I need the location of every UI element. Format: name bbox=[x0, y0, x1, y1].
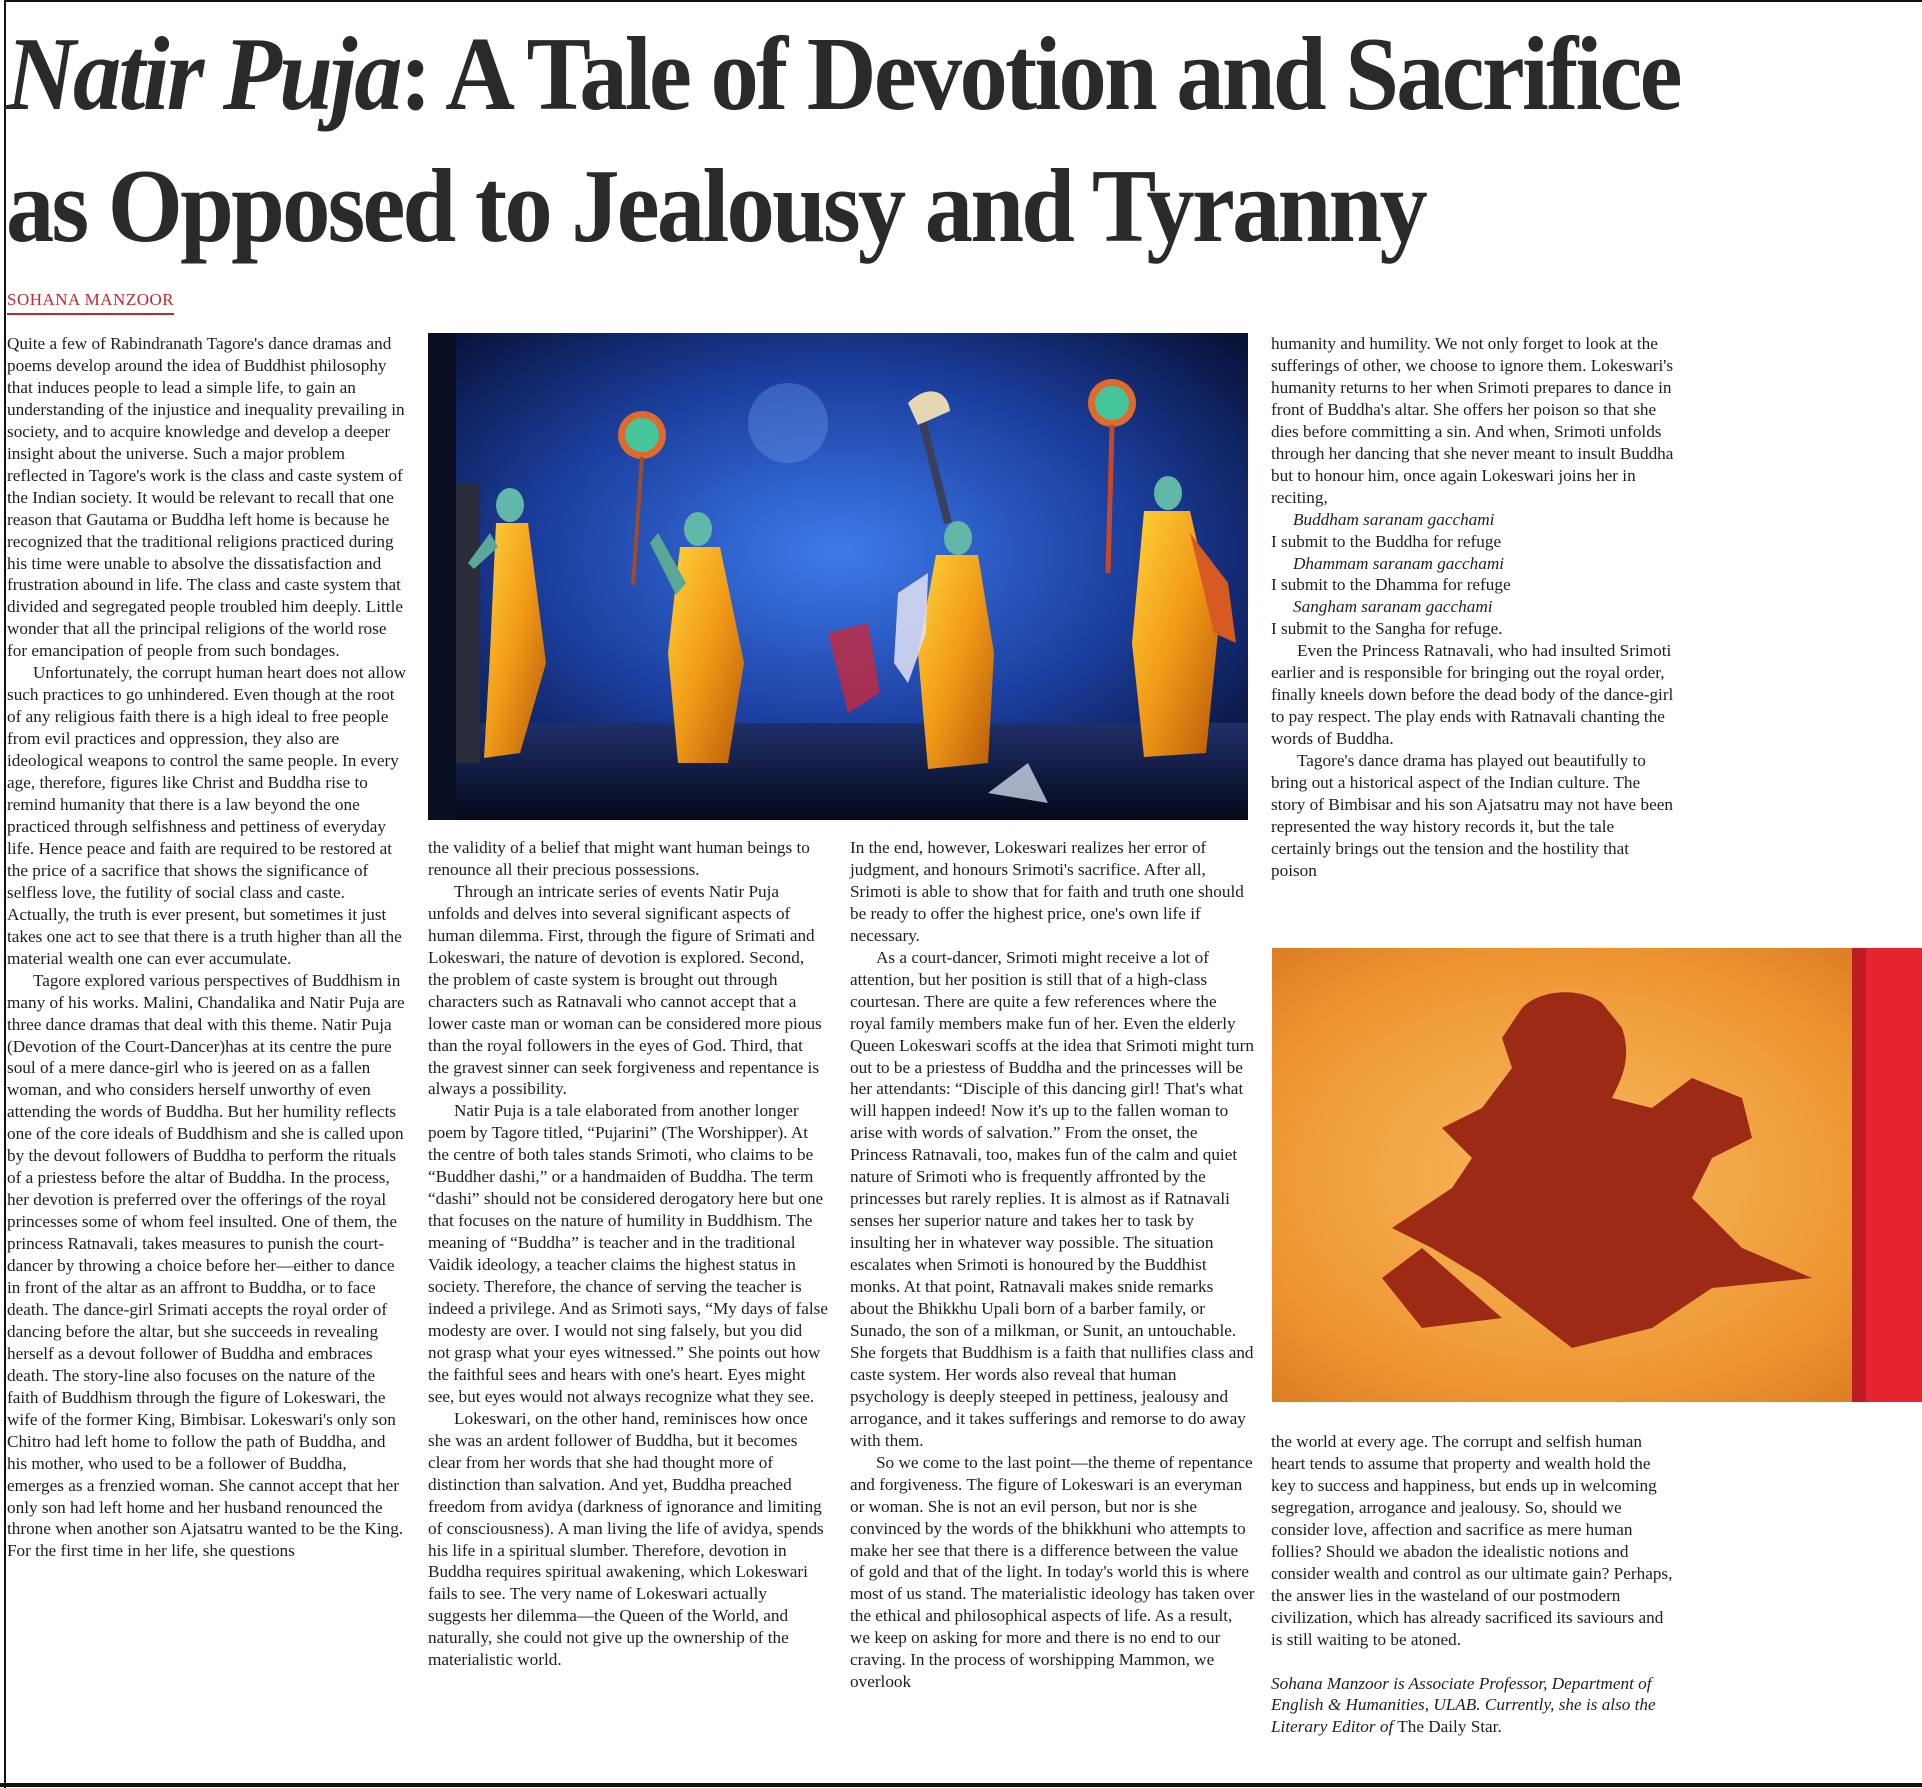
paragraph: Even the Princess Ratnavali, who had insulted Srimoti earlier and is responsible for bringing out the royal order, finally kneels down before the dead body of the dance-girl to pay respect. The play ends with Ratnavali chanting the words of Buddha. bbox=[1271, 641, 1674, 749]
paragraph: Tagore explored various perspectives of Buddhism in many of his works. Malini, Chandalika and Natir Puja are three dance dramas that deal with this theme. Natir Puja (Devotion of the Court-Dancer)has at its centre the pure soul of a mere dance-girl who is jeered on as a fallen woman, and who considers herself unworthy of even attending the words of Buddha. But her humility reflects one of the core ideals of Buddhism and she is called upon by the devout followers of Buddha to perform the rituals of a priestess before the altar of Buddha. In the process, her devotion is preferred over the offerings of the royal princesses some of whom feel insulted. One of them, the princess Ratnavali, takes measures to punish the court-dancer by throwing a choice before her—either to dance in front of the altar as an affront to Buddha, or to face death. The dance-girl Srimati accepts the royal order of dancing before the altar, but she succeeds in revealing herself as a devout follower of Buddha and embraces death. The story-line also focuses on the nature of the faith of Buddhism through the figure of Lokeswari, the wife of the former King, Bimbisar. Lokeswari's only son Chitro had left home to follow the path of Buddha, and his mother, who used to be a follower of Buddha, emerges as a frenzied woman. She cannot accept that her only son had left home and her husband renounced the throne when another son Ajatsatru wanted to be the King. For the first time in her life, she questions bbox=[7, 970, 405, 1561]
author-bio bbox=[1271, 1673, 1676, 1739]
verse-english: I submit to the Buddha for refuge bbox=[1271, 531, 1502, 551]
article-column-2 bbox=[428, 837, 828, 1671]
paragraph: In the end, however, Lokeswari realizes her error of judgment, and honours Srimoti's sacrifice. After all, Srimoti is able to show that for faith and truth one should be ready to offer the highest price, one's own life if necessary. bbox=[850, 838, 1244, 945]
author-bio-text: Sohana Manzoor is Associate Professor, Department of English & Humanities, ULAB. Currently, she is also the Literary Editor of bbox=[1271, 1673, 1656, 1737]
paragraph: humanity and humility. We not only forget to look at the sufferings of other, we choose to ignore them. Lokeswari's humanity returns to her when Srimoti prepares to dance in front of Buddha's altar. She offers her poison so that she dies before committing a sin. And when, Srimoti unfolds through her dancing that she never meant to insult Buddha but to honour him, once again Lokeswari joins her in reciting, bbox=[1271, 334, 1674, 507]
dance-photo-graphic bbox=[428, 333, 1248, 820]
paragraph: So we come to the last point—the theme of repentance and forgiveness. The figure of Lokeswari is an everyman or woman. She is not an evil person, but nor is she convinced by the words of the bhikkhuni who attempts to make her see that there is a difference between the value of gold and that of the light. In today's world this is where most of us stand. The materialistic ideology has taken over the ethical and philosophical aspects of life. As a result, we keep on asking for more and there is no end to our craving. In the process of worshipping Mammon, we overlook bbox=[850, 1452, 1255, 1692]
paragraph: the validity of a belief that might want human beings to renounce all their precious possessions. bbox=[428, 838, 810, 879]
article-column-1 bbox=[7, 333, 407, 1562]
author-byline: SOHANA MANZOOR bbox=[7, 290, 174, 315]
article-column-4-continued bbox=[1271, 1431, 1676, 1738]
paragraph: As a court-dancer, Srimoti might receive a lot of attention, but her position is still that of a high-class courtesan. There are quite a few references where the royal family members make fun of her. Even the elderly Queen Lokeswari scoffs at the idea that Srimoti might turn out to be a priestess of Buddha and the princesses will be her attendants: “Disciple of this dancing girl! That's what will happen indeed! Now it's up to the fallen woman to arise with words of salvation.” From the onset, the Princess Ratnavali, too, makes fun of the calm and quiet nature of Srimoti who is frequently affronted by the princesses but rarely replies. It is almost as if Ratnavali senses her superior nature and takes her to task by insulting her in whatever way possible. The situation escalates when Srimoti is honoured by the Buddhist monks. At that point, Ratnavali makes snide remarks about the Bhikkhu Upali born of a barber family, or Sunado, the son of a milkman, or Sunit, an untouchable. She forgets that Buddhism is a faith that nullifies class and caste system. Her words also reveal that human psychology is deeply steeped in pettiness, jealousy and arrogance, and it takes sufferings and remorse to do away with them. bbox=[850, 947, 1254, 1450]
article-headline bbox=[6, 8, 1754, 272]
paragraph: Quite a few of Rabindranath Tagore's dance dramas and poems develop around the idea of Buddhist philosophy that induces people to lead a simple life, to gain an understanding of the injustice and inequality prevailing in society, and to acquire knowledge and develop a deeper insight about the universe. Such a major problem reflected in Tagore's work is the class and caste system of the Indian society. It would be relevant to recall that one reason that Gautama or Buddha left home is because he recognized that the traditional religions practiced during his time were unable to absolve the dissatisfaction and frustration abound in life. The class and caste system that divided and segregated people troubled him deeply. Little wonder that all the principal religions of the world rose for emancipation of people from such bondages. bbox=[7, 334, 405, 661]
silhouette-graphic bbox=[1272, 948, 1922, 1402]
paragraph: Through an intricate series of events Natir Puja unfolds and delves into several significant aspects of human dilemma. First, through the figure of Srimati and Lokeswari, the nature of devotion is explored. Second, the problem of caste system is brought out through characters such as Ratnavali who cannot accept that a lower caste man or woman can be considered more pious than the royal followers in the eyes of God. Third, that the gravest sinner can seek forgiveness and repentance is always a possibility. bbox=[428, 881, 822, 1099]
dance-performance-photo bbox=[428, 333, 1248, 820]
verse-english: I submit to the Sangha for refuge. bbox=[1271, 619, 1503, 639]
verse-pali: Dhammam saranam gacchami bbox=[1293, 553, 1505, 573]
dancer-silhouette-photo bbox=[1272, 948, 1922, 1402]
page-border-bottom bbox=[0, 1783, 1922, 1787]
headline-rest: : A Tale of Devotion and Sacrifice as Opposed to Jealousy and Tyranny bbox=[6, 15, 1680, 264]
paragraph: Tagore's dance drama has played out beautifully to bring out a historical aspect of the Indian culture. The story of Bimbisar and his son Ajatsatru may not have been represented the way history records it, but the tale certainly brings out the tension and the hostility that poison bbox=[1271, 751, 1673, 880]
article-column-3 bbox=[850, 837, 1255, 1693]
paragraph: Unfortunately, the corrupt human heart does not allow such practices to go unhindered. Even though at the root of any religious faith there is a high ideal to free people from evil practices and oppression, they also are ideological weapons to control the same people. In every age, therefore, figures like Christ and Buddha rise to remind humanity that there is a law beyond the one practiced through selfishness and pettiness of everyday life. Hence peace and faith are required to be restored at the price of a sacrifice that shows the significance of selfless love, the futility of social class and caste. Actually, the truth is ever present, but sometimes it just takes one act to see that there is a truth higher than all the material wealth one can ever accumulate. bbox=[7, 663, 407, 968]
page-border-top bbox=[4, 0, 1922, 2]
headline-italic: Natir Puja bbox=[6, 15, 400, 132]
paragraph: Natir Puja is a tale elaborated from another longer poem by Tagore titled, “Pujarini” (The Worshipper). At the centre of both tales stands Srimoti, who claims to be “Buddher dashi,” or a handmaiden of Buddha. The term “dashi” should not be considered derogatory here but one that focuses on the nature of humility in Buddhism. The meaning of “Buddha” is teacher and in the traditional Vaidik ideology, a teacher claims the highest status in society. Therefore, the chance of serving the teacher is indeed a privilege. And as Srimoti says, “My days of false modesty are over. I would not sing falsely, but you did not grasp what your eyes witnessed.” She points out how the faithful sees and hears with one's heart. Eyes might see, but eyes would not always recognize what they see. bbox=[428, 1101, 829, 1406]
publication-name: The Daily Star. bbox=[1393, 1717, 1502, 1737]
paragraph: the world at every age. The corrupt and selfish human heart tends to assume that property and wealth hold the key to success and happiness, but ends up in welcoming segregation, arrogance and jealousy. So, should we consider love, affection and sacrifice as mere human follies? Should we abadon the idealistic notions and consider wealth and control as our ultimate gain? Perhaps, the answer lies in the wasteland of our postmodern civilization, which has already sacrificed its saviours and is still waiting to be atoned. bbox=[1271, 1432, 1673, 1649]
verse-english: I submit to the Dhamma for refuge bbox=[1271, 575, 1511, 595]
verse-pali: Buddham saranam gacchami bbox=[1293, 509, 1495, 529]
verse-pali: Sangham saranam gacchami bbox=[1293, 597, 1493, 617]
paragraph: Lokeswari, on the other hand, reminisces how once she was an ardent follower of Buddha, but it becomes clear from her words that she had thought more of distinction than salvation. And yet, Buddha preached freedom from avidya (darkness of ignorance and limiting of consciousness). A man living the life of avidya, spends his life in a spiritual slumber. Therefore, devotion in Buddha requires spiritual awakening, which Lokeswari fails to see. The very name of Lokeswari actually suggests her dilemma—the Queen of the World, and naturally, she could not give up the ownership of the materialistic world. bbox=[428, 1408, 824, 1670]
article-column-4 bbox=[1271, 333, 1676, 882]
